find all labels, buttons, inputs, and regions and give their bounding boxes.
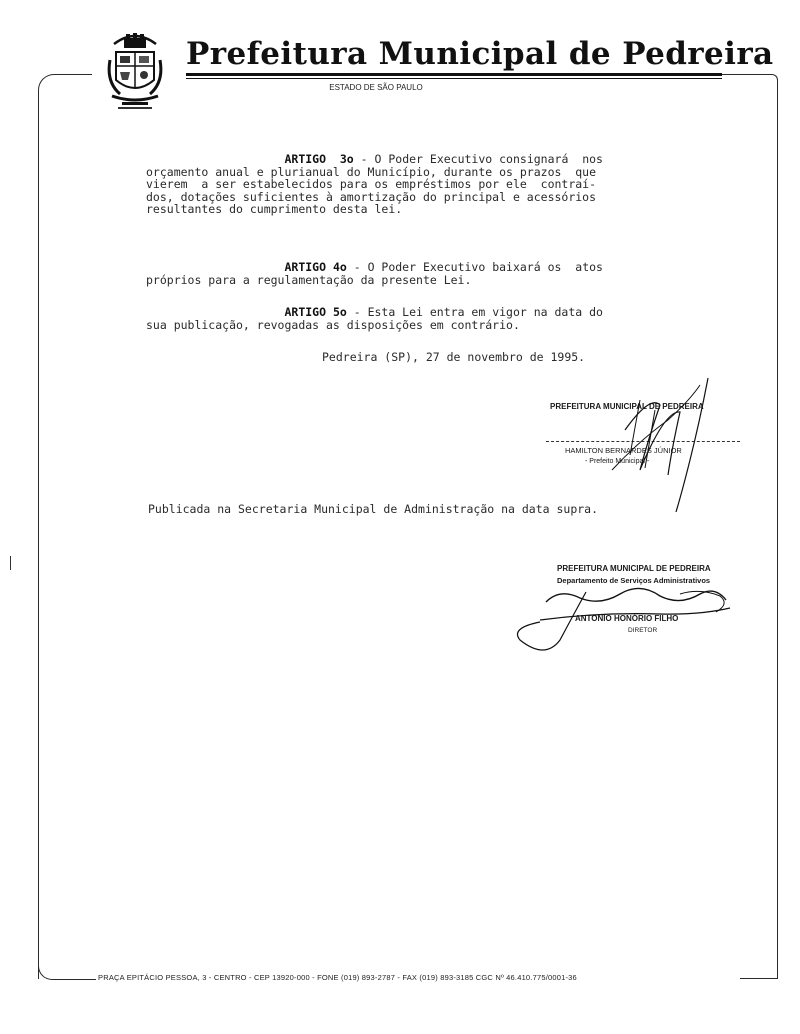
director-role: DIRETOR	[628, 627, 658, 634]
article-4	[146, 261, 603, 286]
page-subtitle: ESTADO DE SÃO PAULO	[329, 83, 423, 92]
signature-line	[546, 441, 740, 442]
article-5	[146, 306, 603, 331]
page-footer: PRAÇA EPITÁCIO PESSOA, 3 - CENTRO - CEP 13920-000 - FONE (019) 893-2787 - FAX (019) 893-3185 CGC Nº 46.410.775/0001-36	[98, 973, 577, 982]
publication-line: Publicada na Secretaria Municipal de Administração na data supra.	[148, 502, 599, 516]
title-rule-thin	[186, 78, 722, 79]
article-text: - Esta Lei entra em vigor na data do	[346, 305, 603, 319]
title-rule	[186, 73, 722, 76]
article-text: - O Poder Executivo consignará nos	[353, 152, 603, 166]
mayor-stamp-org: PREFEITURA MUNICIPAL DE PEDREIRA	[550, 402, 704, 411]
article-text-rest: sua publicação, revogadas as disposições em contrário.	[146, 317, 520, 332]
article-text-rest: orçamento anual e plurianual do Município, durante os prazos que vierem a ser estabelecidos para os empréstimos por ele contraí- dos, dotações suficientes à amortização do principal e acessórios resultantes do cumprimento desta lei.	[146, 164, 597, 216]
director-stamp-dept: Departamento de Serviços Administrativos	[557, 576, 711, 585]
article-label: ARTIGO 4o	[284, 260, 347, 274]
article-label: ARTIGO 5o	[284, 305, 347, 319]
article-3	[146, 153, 603, 216]
page-title: Prefeitura Municipal de Pedreira	[186, 36, 774, 72]
article-text: - O Poder Executivo baixará os atos	[346, 260, 603, 274]
page-border-tail	[740, 978, 778, 979]
mayor-role: - Prefeito Municipal -	[585, 458, 650, 465]
mayor-name: HAMILTON BERNARDES JÚNIOR	[565, 446, 682, 455]
page-border-corner	[38, 960, 96, 980]
director-name: ANTONIO HONÓRIO FILHO	[575, 614, 679, 623]
director-stamp-org: PREFEITURA MUNICIPAL DE PEDREIRA	[557, 564, 711, 573]
municipal-crest-logo	[106, 30, 164, 112]
article-label: ARTIGO 3o	[284, 152, 354, 166]
date-line: Pedreira (SP), 27 de novembro de 1995.	[322, 350, 586, 364]
article-text-rest: próprios para a regulamentação da presente Lei.	[146, 272, 472, 287]
margin-mark	[10, 556, 11, 570]
